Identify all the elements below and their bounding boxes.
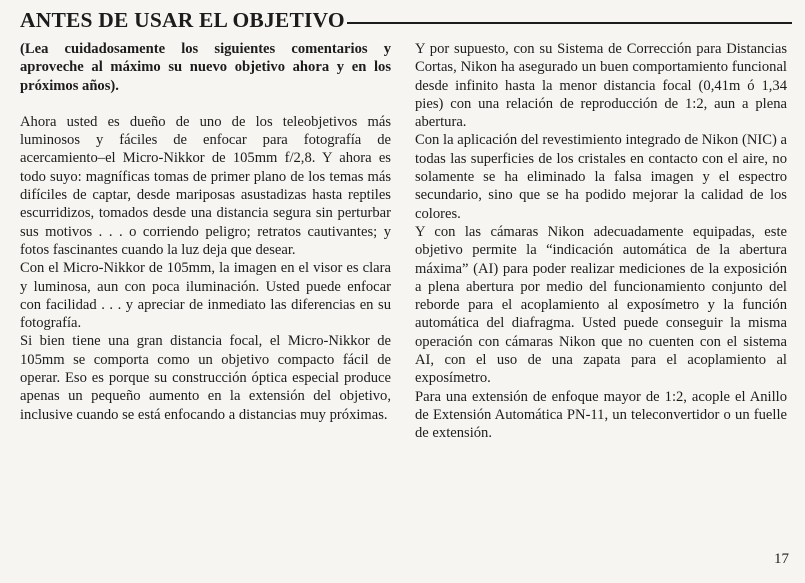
paragraph: Ahora usted es dueño de uno de los teleobjetivos más luminosos y fáciles de enfocar para fotografía de acercamiento–el Micro-Nikkor de 105mm f/2,8. Y ahora es todo suyo: magníficas tomas de primer plano de los temas más difíciles de captar, desde mariposas asustadizas hasta reptiles escurridizos, tomados desde una distancia segura sin perturbar sus motivos . . . o corriendo peligro; retratos cautivantes; y fotos fascinantes cuando la luz deja que desear.: [20, 113, 391, 258]
paragraph: Con el Micro-Nikkor de 105mm, la imagen en el visor es clara y luminosa, aun con poca iluminación. Usted puede enfocar con facilidad . . . y apreciar de inmediato las diferencias en su fotografía.: [20, 260, 391, 332]
intro-paragraph: (Lea cuidadosamente los siguientes comentarios y aproveche al máximo su nuevo objetivo ahora y en los próximos años).: [20, 41, 391, 94]
paragraph: Para una extensión de enfoque mayor de 1:2, acople el Anillo de Extensión Automática PN-11, un teleconvertidor o un fuelle de extensión.: [415, 388, 787, 442]
page-title: ANTES DE USAR EL OBJETIVO: [20, 8, 345, 32]
paragraph: Si bien tiene una gran distancia focal, el Micro-Nikkor de 105mm se comporta como un objetivo compacto fácil de operar. Eso es porque su construcción óptica especial produce apenas un pequeño aumento en la extensión del objetivo, inclusive cuando se está enfocando a distancias muy próximas.: [20, 333, 391, 423]
paragraph: Con la aplicación del revestimiento integrado de Nikon (NIC) a todas las superficies de los cristales en contacto con el aire, no solamente se ha eliminado la falsa imagen y el espectro secundario, sino que se ha podido mejorar la calidad de los colores.: [415, 132, 787, 222]
paragraph: Y por supuesto, con su Sistema de Corrección para Distancias Cortas, Nikon ha asegurado un buen comportamiento funcional desde infinito hasta la menor distancia focal (0,41m ó 1,34 pies) con una relación de reproducción de 1:2, aun a plena abertura.: [415, 41, 787, 131]
heading-row: [20, 8, 792, 33]
left-column: [20, 40, 391, 424]
right-column: [415, 40, 787, 443]
paragraph: Y con las cámaras Nikon adecuadamente equipadas, este objetivo permite la “indicación automática de la abertura máxima” (AI) para poder realizar mediciones de la exposición a plena abertura por medio del funcionamiento conjunto del reborde para el acoplamiento al exposímetro y la función automática del diafragma. Usted puede conseguir la misma operación con cámaras Nikon que no cuenten con el sistema AI, con el uso de una zapata para el acoplamiento al exposímetro.: [415, 223, 787, 387]
page-number: 17: [774, 551, 789, 567]
title-rule: [347, 22, 792, 24]
